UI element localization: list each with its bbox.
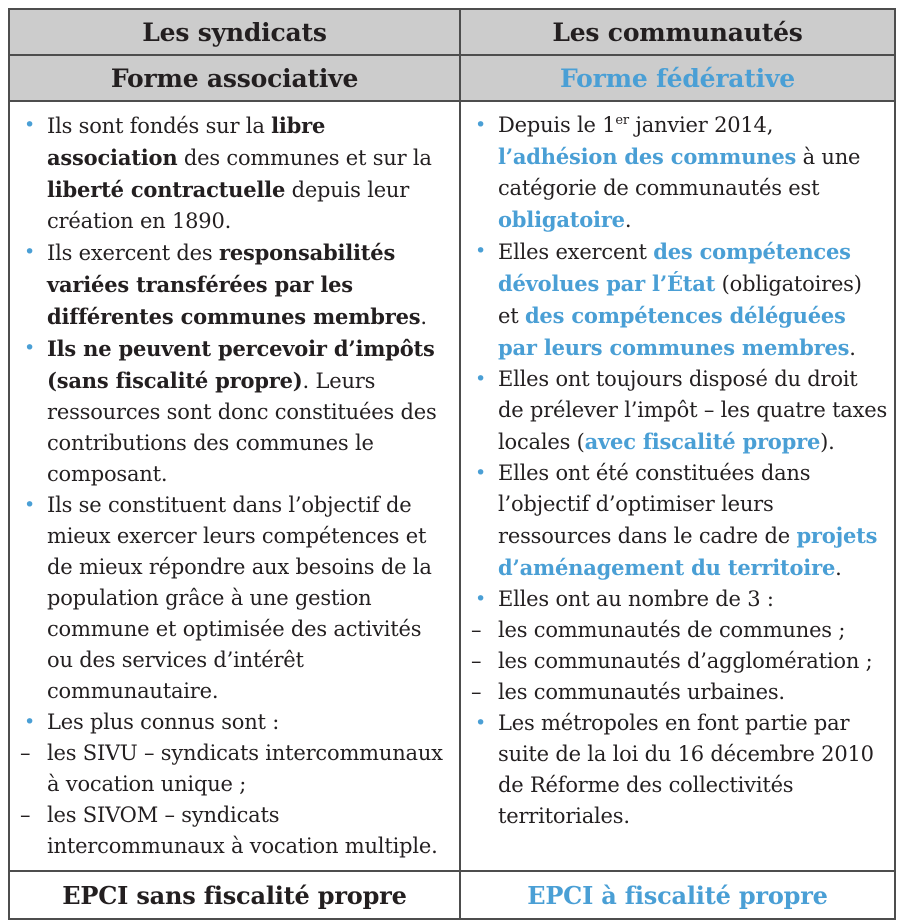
- bullet-icon: •: [475, 712, 487, 734]
- item-text: Depuis le 1er janvier 2014, l’adhésion des communes à une catégorie de communautés est obligatoire.: [498, 113, 861, 232]
- subheader-forme-federative: Forme fédérative: [461, 56, 894, 100]
- dash-marker: –: [20, 741, 31, 765]
- list-item: [461, 110, 888, 236]
- list-item: [10, 738, 453, 800]
- comparison-table: [8, 8, 896, 920]
- list-item: [461, 236, 888, 364]
- footer-epci-sans-fiscalite: EPCI sans fiscalité propre: [10, 872, 461, 918]
- list-item: [461, 646, 888, 677]
- footer-row: [10, 872, 894, 918]
- dash-marker: –: [471, 618, 482, 642]
- bullet-icon: •: [475, 368, 487, 390]
- list-item: [461, 364, 888, 458]
- header-row: [10, 10, 894, 56]
- item-text: Les plus connus sont :: [47, 710, 280, 734]
- list-item: [461, 458, 888, 584]
- body-row: [10, 102, 894, 872]
- item-text: les communautés urbaines.: [498, 680, 785, 704]
- bullet-icon: •: [24, 114, 36, 136]
- item-text: les communautés de communes ;: [498, 618, 846, 642]
- communautes-list: [461, 102, 894, 870]
- item-text: Ils exercent des responsabilités variées transférées par les différentes communes membres.: [47, 240, 427, 329]
- footer-epci-a-fiscalite: EPCI à fiscalité propre: [461, 872, 894, 918]
- list-item: [461, 615, 888, 646]
- dash-marker: –: [471, 680, 482, 704]
- list-item: [10, 800, 453, 862]
- item-text: Elles ont toujours disposé du droit de prélever l’impôt – les quatre taxes locales (avec fiscalité propre).: [498, 367, 888, 454]
- item-text: Elles ont au nombre de 3 :: [498, 587, 774, 611]
- list-item: [10, 110, 453, 237]
- list-item: [10, 707, 453, 738]
- subheader-row: [10, 56, 894, 102]
- item-text: Ils se constituent dans l’objectif de mieux exercer leurs compétences et de mieux répondre aux besoins de la population grâce à une gestion commune et optimisée des activités ou des services d’intérêt communautaire.: [47, 493, 432, 703]
- bullet-icon: •: [475, 588, 487, 610]
- item-text: Elles ont été constituées dans l’objectif d’optimiser leurs ressources dans le cadre de projets d’aménagement du territoire.: [498, 461, 878, 580]
- list-item: [461, 677, 888, 708]
- list-item: [10, 333, 453, 490]
- header-communautes: Les communautés: [461, 10, 894, 54]
- bullet-icon: •: [24, 241, 36, 263]
- syndicats-list: [10, 102, 461, 870]
- item-text: Elles exercent des compétences dévolues par l’État (obligatoires) et des compétences déléguées par leurs communes membres.: [498, 239, 862, 360]
- subheader-forme-associative: Forme associative: [10, 56, 461, 100]
- item-text: Les métropoles en font partie par suite de la loi du 16 décembre 2010 de Réforme des collectivités territoriales.: [498, 711, 874, 828]
- item-text: Ils sont fondés sur la libre association des communes et sur la liberté contractuelle depuis leur création en 1890.: [47, 113, 432, 233]
- list-item: [461, 708, 888, 832]
- list-item: [10, 490, 453, 707]
- list-item: [10, 237, 453, 333]
- bullet-icon: •: [24, 494, 36, 516]
- item-text: Ils ne peuvent percevoir d’impôts (sans fiscalité propre). Leurs ressources sont donc constituées des contributions des communes le composant.: [47, 336, 437, 486]
- item-text: les communautés d’agglomération ;: [498, 649, 873, 673]
- list-item: [461, 584, 888, 615]
- bullet-icon: •: [475, 462, 487, 484]
- bullet-icon: •: [475, 114, 487, 136]
- dash-marker: –: [471, 649, 482, 673]
- bullet-icon: •: [475, 240, 487, 262]
- header-syndicats: Les syndicats: [10, 10, 461, 54]
- dash-marker: –: [20, 803, 31, 827]
- item-text: les SIVU – syndicats intercommunaux à vocation unique ;: [47, 741, 443, 796]
- item-text: les SIVOM – syndicats intercommunaux à vocation multiple.: [47, 803, 438, 858]
- bullet-icon: •: [24, 337, 36, 359]
- bullet-icon: •: [24, 711, 36, 733]
